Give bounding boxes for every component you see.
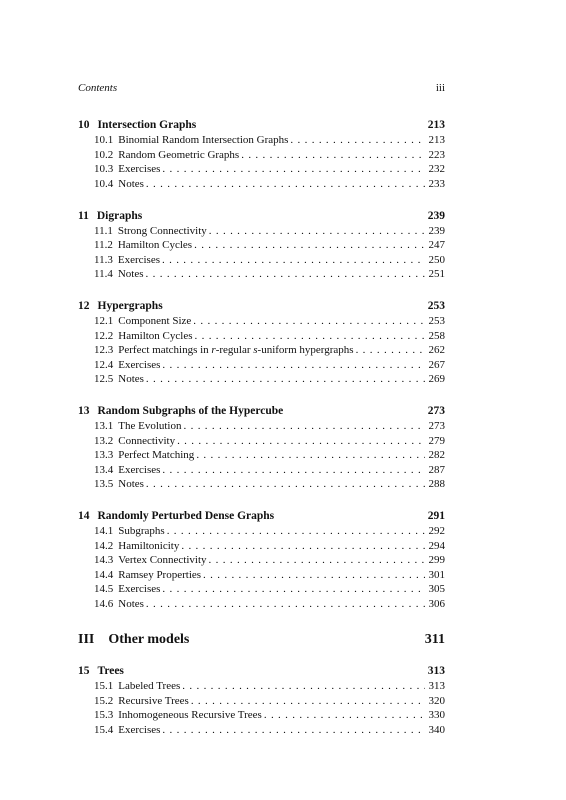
- section-title: Notes: [118, 177, 144, 190]
- chapter-number: 11: [78, 209, 89, 222]
- section-number: 13.2: [94, 434, 114, 447]
- chapter-list: [78, 118, 445, 611]
- section-title: Binomial Random Intersection Graphs: [118, 134, 289, 146]
- section-title: Inhomogeneous Recursive Trees: [118, 709, 262, 721]
- dot-leader: [196, 448, 425, 463]
- chapter-block: [78, 118, 445, 191]
- chapter-title: Random Subgraphs of the Hypercube: [97, 405, 284, 417]
- section-number: 13.1: [94, 420, 114, 432]
- header-page-number: iii: [435, 82, 445, 94]
- dot-leader: [195, 329, 426, 344]
- part-heading: [78, 632, 445, 652]
- dot-leader: [146, 477, 425, 492]
- math-variable-r: r: [211, 344, 216, 356]
- dot-leader: [203, 568, 425, 583]
- section-number: 12.1: [94, 315, 114, 327]
- section-title: [118, 343, 353, 358]
- section-number: 11.1: [94, 224, 113, 237]
- section-number: 12.4: [94, 358, 114, 371]
- dot-leader: [177, 434, 425, 449]
- chapter-heading[interactable]: [78, 664, 445, 679]
- section-title: Exercises: [117, 253, 160, 266]
- section-entry[interactable]: [78, 539, 445, 554]
- dot-leader: [356, 343, 425, 358]
- section-number: 12.5: [94, 373, 114, 385]
- chapter-title: Hypergraphs: [97, 300, 163, 312]
- section-page: 340: [428, 723, 445, 736]
- section-entry[interactable]: [78, 582, 445, 597]
- section-page: 299: [428, 554, 445, 566]
- section-page: 250: [428, 253, 445, 266]
- section-page: 330: [428, 709, 445, 721]
- chapter-title: Randomly Perturbed Dense Graphs: [97, 510, 275, 522]
- section-title: Labeled Trees: [118, 680, 181, 692]
- chapter-number: 14: [78, 510, 90, 522]
- chapter-block: [78, 509, 445, 611]
- dot-leader: [162, 582, 425, 597]
- chapter-number: 15: [78, 665, 90, 677]
- section-number: 14.6: [94, 597, 114, 610]
- part-chapter-list: [78, 664, 445, 737]
- section-page: 239: [428, 224, 445, 237]
- section-title: Exercises: [118, 358, 161, 371]
- dot-leader: [184, 419, 426, 434]
- section-page: 273: [428, 420, 445, 432]
- section-page: 269: [428, 373, 445, 385]
- section-page: 251: [428, 268, 445, 280]
- section-entry[interactable]: [78, 419, 445, 434]
- section-entry[interactable]: [78, 224, 445, 239]
- dot-leader: [209, 224, 425, 239]
- chapter-page: 291: [427, 510, 445, 522]
- section-entry[interactable]: [78, 372, 445, 387]
- dot-leader: [167, 524, 425, 539]
- section-entry[interactable]: [78, 694, 445, 709]
- section-number: 15.2: [94, 694, 114, 707]
- section-page: 301: [428, 568, 445, 581]
- section-number: 11.2: [94, 239, 113, 251]
- section-title: Hamiltonicity: [118, 539, 180, 552]
- chapter-heading[interactable]: [78, 118, 445, 133]
- section-title-part: -regular: [215, 344, 254, 356]
- running-title: Contents: [78, 82, 118, 94]
- section-number: 10.1: [94, 134, 114, 146]
- section-number: 10.4: [94, 177, 114, 190]
- chapter-heading[interactable]: [78, 209, 445, 224]
- section-entry[interactable]: [78, 238, 445, 253]
- chapter-block: [78, 209, 445, 282]
- section-title: Exercises: [118, 583, 161, 595]
- chapter-heading-text: [78, 664, 124, 679]
- section-page: 313: [428, 680, 445, 692]
- chapter-page: 313: [427, 665, 445, 677]
- section-page: 294: [428, 539, 445, 552]
- dot-leader: [146, 267, 425, 282]
- section-page: 279: [428, 434, 445, 447]
- section-page: 247: [428, 239, 445, 251]
- section-page: 287: [428, 463, 445, 476]
- section-number: 15.3: [94, 709, 114, 721]
- chapter-title: Trees: [97, 665, 124, 677]
- chapter-heading[interactable]: [78, 299, 445, 314]
- dot-leader: [194, 238, 425, 253]
- section-number: 11.3: [94, 253, 113, 266]
- section-page: 232: [428, 163, 445, 175]
- section-title: Notes: [118, 478, 144, 490]
- section-title: Exercises: [118, 463, 161, 476]
- section-entry[interactable]: [78, 568, 445, 583]
- part-page: 311: [424, 632, 445, 647]
- dot-leader: [181, 539, 425, 554]
- running-header: [78, 82, 445, 102]
- section-entry[interactable]: [78, 133, 445, 148]
- dot-leader: [146, 177, 425, 192]
- dot-leader: [264, 708, 425, 723]
- section-title: Recursive Trees: [118, 694, 189, 707]
- section-entry[interactable]: [78, 553, 445, 568]
- section-page: 262: [428, 344, 445, 356]
- section-page: 213: [428, 134, 445, 146]
- section-entry[interactable]: [78, 723, 445, 738]
- section-number: 14.4: [94, 568, 114, 581]
- section-title: Notes: [117, 268, 144, 280]
- chapter-page: 239: [427, 209, 445, 222]
- section-title-part: -uniform hypergraphs: [257, 344, 354, 356]
- section-page: 258: [428, 329, 445, 342]
- section-title: Exercises: [118, 723, 161, 736]
- section-entry[interactable]: [78, 708, 445, 723]
- chapter-block: [78, 299, 445, 387]
- dot-leader: [162, 463, 425, 478]
- part-number: III: [78, 632, 95, 647]
- section-number: 10.2: [94, 148, 114, 161]
- part-title: Other models: [108, 632, 190, 647]
- chapter-block: [78, 664, 445, 737]
- section-number: 13.4: [94, 463, 114, 476]
- chapter-page: 273: [427, 405, 445, 417]
- section-entry[interactable]: [78, 148, 445, 163]
- section-entry[interactable]: [78, 329, 445, 344]
- section-entry[interactable]: [78, 463, 445, 478]
- chapter-block: [78, 404, 445, 492]
- section-title: Notes: [118, 373, 144, 385]
- chapter-heading-text: [78, 118, 196, 133]
- section-title: Strong Connectivity: [117, 224, 207, 237]
- dot-leader: [290, 133, 425, 148]
- section-entry[interactable]: [78, 267, 445, 282]
- chapter-number: 10: [78, 119, 90, 131]
- chapter-title: Digraphs: [96, 209, 143, 222]
- section-entry[interactable]: [78, 177, 445, 192]
- section-number: 13.5: [94, 478, 114, 490]
- dot-leader: [182, 679, 425, 694]
- section-page: 305: [428, 583, 445, 595]
- dot-leader: [162, 358, 425, 373]
- section-number: 12.2: [94, 329, 114, 342]
- section-entry[interactable]: [78, 597, 445, 612]
- section-number: 14.3: [94, 554, 114, 566]
- section-entry[interactable]: [78, 448, 445, 463]
- section-title: The Evolution: [118, 420, 182, 432]
- section-number: 11.4: [94, 268, 113, 280]
- dot-leader: [209, 553, 425, 568]
- section-entry[interactable]: [78, 343, 445, 358]
- section-page: 306: [428, 597, 445, 610]
- section-page: 267: [428, 358, 445, 371]
- chapter-heading-text: [78, 209, 142, 224]
- chapter-heading[interactable]: [78, 404, 445, 419]
- section-title-part: Perfect matchings in: [118, 344, 212, 356]
- section-page: 253: [428, 315, 445, 327]
- section-title: Component Size: [118, 315, 192, 327]
- section-page: 292: [428, 525, 445, 537]
- chapter-page: 213: [427, 119, 445, 131]
- section-number: 14.2: [94, 539, 114, 552]
- toc-page: [78, 82, 445, 755]
- section-title: Ramsey Properties: [118, 568, 202, 581]
- math-variable-s: s: [253, 344, 258, 356]
- section-number: 15.4: [94, 723, 114, 736]
- chapter-heading-text: [78, 509, 274, 524]
- section-entry[interactable]: [78, 524, 445, 539]
- section-title: Notes: [118, 597, 144, 610]
- section-title: Vertex Connectivity: [118, 554, 207, 566]
- dot-leader: [146, 372, 425, 387]
- dot-leader: [162, 723, 425, 738]
- section-number: 12.3: [94, 344, 114, 356]
- section-title: Hamilton Cycles: [117, 239, 193, 251]
- section-title: Subgraphs: [118, 525, 165, 537]
- section-page: 320: [428, 694, 445, 707]
- section-number: 14.5: [94, 583, 114, 595]
- chapter-page: 253: [427, 300, 445, 312]
- section-title: Hamilton Cycles: [118, 329, 193, 342]
- chapter-title: Intersection Graphs: [97, 119, 197, 131]
- section-entry[interactable]: [78, 477, 445, 492]
- dot-leader: [193, 314, 425, 329]
- chapter-heading[interactable]: [78, 509, 445, 524]
- section-title: Connectivity: [118, 434, 176, 447]
- section-page: 233: [428, 177, 445, 190]
- section-entry[interactable]: [78, 358, 445, 373]
- section-number: 13.3: [94, 449, 114, 461]
- dot-leader: [146, 597, 425, 612]
- section-entry[interactable]: [78, 434, 445, 449]
- chapter-heading-text: [78, 299, 163, 314]
- section-number: 15.1: [94, 680, 114, 692]
- section-page: 288: [428, 478, 445, 490]
- section-entry[interactable]: [78, 253, 445, 268]
- chapter-number: 13: [78, 405, 90, 417]
- chapter-heading-text: [78, 404, 283, 419]
- section-page: 282: [428, 449, 445, 461]
- section-entry[interactable]: [78, 679, 445, 694]
- dot-leader: [162, 253, 425, 268]
- dot-leader: [162, 162, 425, 177]
- section-title: Perfect Matching: [118, 449, 195, 461]
- section-page: 223: [428, 148, 445, 161]
- chapter-number: 12: [78, 300, 90, 312]
- dot-leader: [191, 694, 425, 709]
- section-title: Exercises: [118, 163, 161, 175]
- dot-leader: [241, 148, 425, 163]
- section-number: 10.3: [94, 163, 114, 175]
- section-entry[interactable]: [78, 314, 445, 329]
- section-entry[interactable]: [78, 162, 445, 177]
- section-number: 14.1: [94, 525, 114, 537]
- section-title: Random Geometric Graphs: [118, 148, 240, 161]
